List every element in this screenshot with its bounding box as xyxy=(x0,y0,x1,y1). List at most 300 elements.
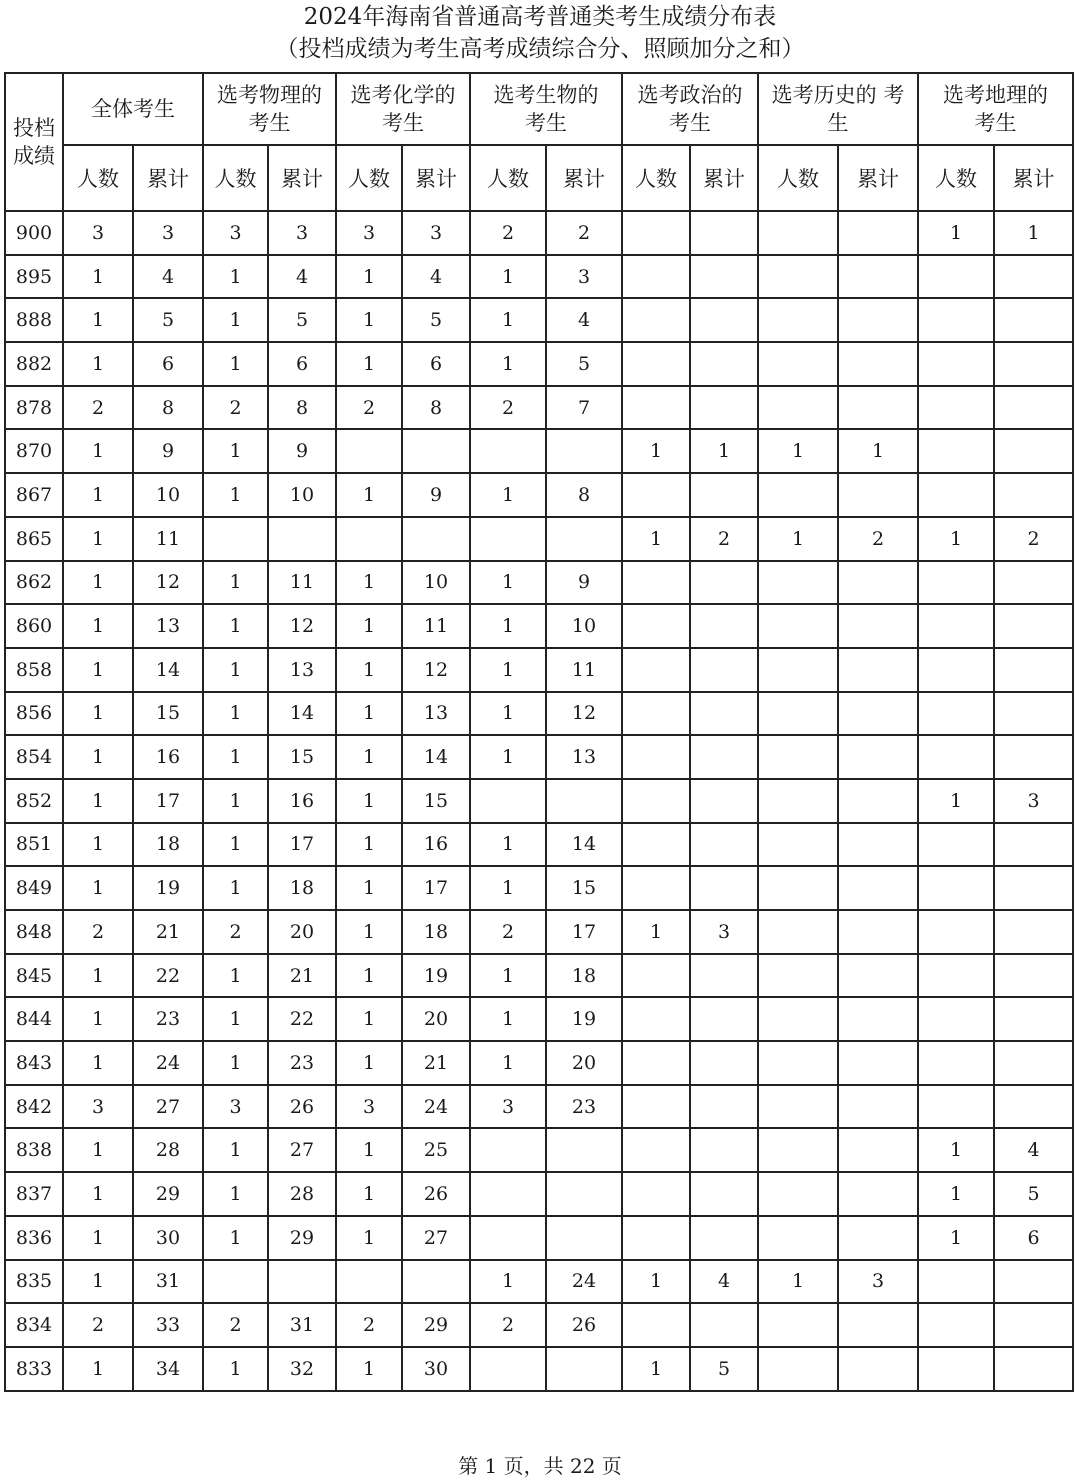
count-cell: 3 xyxy=(63,211,133,255)
count-cell xyxy=(622,823,690,867)
cumulative-cell xyxy=(546,1216,622,1260)
count-cell: 1 xyxy=(203,604,268,648)
cumulative-cell xyxy=(838,1128,918,1172)
count-cell xyxy=(622,1216,690,1260)
count-cell xyxy=(622,997,690,1041)
count-cell: 1 xyxy=(203,779,268,823)
count-cell xyxy=(918,1041,994,1085)
cumulative-cell: 26 xyxy=(268,1085,336,1129)
count-cell: 1 xyxy=(203,997,268,1041)
count-cell: 1 xyxy=(63,648,133,692)
cumulative-header: 累计 xyxy=(402,145,470,211)
count-cell xyxy=(918,1347,994,1391)
count-cell: 1 xyxy=(63,561,133,605)
count-cell xyxy=(918,823,994,867)
score-cell: 838 xyxy=(5,1128,63,1172)
cumulative-cell xyxy=(690,866,758,910)
count-cell: 1 xyxy=(758,429,838,473)
cumulative-cell: 16 xyxy=(402,823,470,867)
score-cell: 867 xyxy=(5,473,63,517)
count-cell: 1 xyxy=(203,866,268,910)
count-cell: 1 xyxy=(918,1216,994,1260)
cumulative-cell xyxy=(994,342,1073,386)
cumulative-cell xyxy=(994,298,1073,342)
cumulative-cell xyxy=(690,735,758,779)
cumulative-cell: 24 xyxy=(402,1085,470,1129)
table-row xyxy=(5,1303,1073,1347)
cumulative-cell: 15 xyxy=(268,735,336,779)
cumulative-cell xyxy=(838,954,918,998)
cumulative-cell: 20 xyxy=(268,910,336,954)
count-cell: 1 xyxy=(203,255,268,299)
cumulative-cell: 22 xyxy=(133,954,203,998)
cumulative-cell: 17 xyxy=(268,823,336,867)
count-cell xyxy=(336,429,402,473)
cumulative-cell xyxy=(838,298,918,342)
table-row xyxy=(5,604,1073,648)
count-cell xyxy=(622,954,690,998)
count-cell xyxy=(918,866,994,910)
cumulative-cell: 32 xyxy=(268,1347,336,1391)
count-cell: 1 xyxy=(336,648,402,692)
count-cell: 1 xyxy=(203,473,268,517)
cumulative-cell: 30 xyxy=(133,1216,203,1260)
count-cell xyxy=(918,1085,994,1129)
score-cell: 900 xyxy=(5,211,63,255)
count-cell: 1 xyxy=(336,1172,402,1216)
cumulative-cell: 11 xyxy=(402,604,470,648)
cumulative-cell xyxy=(402,1260,470,1304)
cumulative-cell xyxy=(268,1260,336,1304)
count-cell xyxy=(470,517,546,561)
count-cell: 1 xyxy=(63,255,133,299)
count-cell: 1 xyxy=(63,1347,133,1391)
count-cell: 1 xyxy=(203,954,268,998)
count-cell: 1 xyxy=(470,954,546,998)
count-cell: 1 xyxy=(336,604,402,648)
count-cell: 1 xyxy=(203,298,268,342)
group-header-physics: 选考物理的 考生 xyxy=(203,73,336,145)
count-cell: 1 xyxy=(203,342,268,386)
group-header-geography: 选考地理的 考生 xyxy=(918,73,1073,145)
cumulative-cell xyxy=(994,1260,1073,1304)
count-cell xyxy=(918,604,994,648)
count-cell: 1 xyxy=(203,1172,268,1216)
cumulative-cell: 12 xyxy=(133,561,203,605)
table-row xyxy=(5,298,1073,342)
count-cell xyxy=(758,211,838,255)
cumulative-cell: 19 xyxy=(402,954,470,998)
count-cell xyxy=(758,648,838,692)
cumulative-cell xyxy=(546,429,622,473)
table-row xyxy=(5,517,1073,561)
count-cell: 1 xyxy=(470,342,546,386)
cumulative-cell xyxy=(838,692,918,736)
cumulative-cell: 33 xyxy=(133,1303,203,1347)
count-cell: 1 xyxy=(470,255,546,299)
count-cell xyxy=(758,954,838,998)
cumulative-cell: 26 xyxy=(546,1303,622,1347)
cumulative-cell: 20 xyxy=(546,1041,622,1085)
count-header: 人数 xyxy=(758,145,838,211)
cumulative-cell xyxy=(838,866,918,910)
count-cell xyxy=(918,954,994,998)
cumulative-cell xyxy=(690,648,758,692)
table-row xyxy=(5,255,1073,299)
count-cell xyxy=(918,910,994,954)
cumulative-cell: 8 xyxy=(402,386,470,430)
count-cell xyxy=(622,1303,690,1347)
cumulative-cell: 16 xyxy=(133,735,203,779)
cumulative-cell: 5 xyxy=(133,298,203,342)
score-cell: 852 xyxy=(5,779,63,823)
count-cell xyxy=(470,1172,546,1216)
cumulative-cell xyxy=(838,997,918,1041)
cumulative-cell: 4 xyxy=(994,1128,1073,1172)
cumulative-cell xyxy=(994,1041,1073,1085)
count-cell: 1 xyxy=(63,823,133,867)
count-cell xyxy=(918,255,994,299)
count-cell: 1 xyxy=(63,692,133,736)
group-header-history: 选考历史的 考 生 xyxy=(758,73,918,145)
cumulative-header: 累计 xyxy=(838,145,918,211)
count-cell xyxy=(622,692,690,736)
cumulative-cell: 4 xyxy=(546,298,622,342)
count-cell xyxy=(918,298,994,342)
count-cell: 3 xyxy=(336,1085,402,1129)
count-cell: 1 xyxy=(336,692,402,736)
count-cell xyxy=(758,1216,838,1260)
cumulative-cell: 8 xyxy=(133,386,203,430)
cumulative-cell xyxy=(690,211,758,255)
count-cell xyxy=(758,692,838,736)
cumulative-cell: 1 xyxy=(994,211,1073,255)
count-cell xyxy=(918,997,994,1041)
count-cell xyxy=(622,1172,690,1216)
count-cell: 1 xyxy=(758,1260,838,1304)
count-cell: 1 xyxy=(918,779,994,823)
cumulative-cell: 21 xyxy=(268,954,336,998)
cumulative-cell xyxy=(838,1172,918,1216)
count-cell xyxy=(622,211,690,255)
cumulative-cell xyxy=(994,954,1073,998)
cumulative-cell: 3 xyxy=(133,211,203,255)
cumulative-cell xyxy=(838,255,918,299)
count-cell: 1 xyxy=(63,866,133,910)
cumulative-cell: 23 xyxy=(133,997,203,1041)
cumulative-cell xyxy=(838,1347,918,1391)
cumulative-cell: 1 xyxy=(690,429,758,473)
cumulative-cell: 23 xyxy=(268,1041,336,1085)
score-cell: 835 xyxy=(5,1260,63,1304)
cumulative-cell: 14 xyxy=(402,735,470,779)
cumulative-cell: 17 xyxy=(402,866,470,910)
count-header: 人数 xyxy=(63,145,133,211)
cumulative-cell: 27 xyxy=(133,1085,203,1129)
cumulative-cell: 5 xyxy=(402,298,470,342)
count-cell xyxy=(470,429,546,473)
cumulative-cell xyxy=(838,342,918,386)
table-row xyxy=(5,692,1073,736)
count-cell xyxy=(470,1128,546,1172)
count-cell: 1 xyxy=(336,997,402,1041)
cumulative-cell: 10 xyxy=(546,604,622,648)
cumulative-cell xyxy=(838,648,918,692)
count-cell xyxy=(758,561,838,605)
cumulative-cell: 28 xyxy=(133,1128,203,1172)
score-cell: 842 xyxy=(5,1085,63,1129)
count-cell xyxy=(918,473,994,517)
score-cell: 858 xyxy=(5,648,63,692)
cumulative-cell xyxy=(994,735,1073,779)
count-cell xyxy=(918,648,994,692)
cumulative-cell: 12 xyxy=(402,648,470,692)
score-cell: 843 xyxy=(5,1041,63,1085)
table-row xyxy=(5,1128,1073,1172)
count-cell: 2 xyxy=(63,386,133,430)
count-cell: 1 xyxy=(203,1128,268,1172)
cumulative-cell xyxy=(690,1128,758,1172)
count-cell: 1 xyxy=(470,473,546,517)
count-header: 人数 xyxy=(622,145,690,211)
cumulative-cell xyxy=(690,1216,758,1260)
page-subtitle: （投档成绩为考生高考成绩综合分、照顾加分之和） xyxy=(275,36,805,62)
score-cell: 845 xyxy=(5,954,63,998)
cumulative-cell xyxy=(994,823,1073,867)
count-cell xyxy=(622,1041,690,1085)
score-cell: 882 xyxy=(5,342,63,386)
cumulative-cell: 6 xyxy=(133,342,203,386)
cumulative-cell: 19 xyxy=(546,997,622,1041)
count-cell: 1 xyxy=(336,910,402,954)
cumulative-cell: 28 xyxy=(268,1172,336,1216)
cumulative-cell xyxy=(690,386,758,430)
cumulative-cell xyxy=(690,255,758,299)
cumulative-cell: 3 xyxy=(838,1260,918,1304)
count-cell: 3 xyxy=(63,1085,133,1129)
count-cell xyxy=(758,1128,838,1172)
cumulative-cell: 5 xyxy=(268,298,336,342)
table-row xyxy=(5,429,1073,473)
cumulative-cell xyxy=(994,1085,1073,1129)
cumulative-cell: 25 xyxy=(402,1128,470,1172)
count-cell xyxy=(758,298,838,342)
count-cell: 2 xyxy=(470,386,546,430)
count-header: 人数 xyxy=(470,145,546,211)
cumulative-cell: 18 xyxy=(546,954,622,998)
count-cell xyxy=(758,823,838,867)
cumulative-cell xyxy=(994,692,1073,736)
count-cell xyxy=(758,1172,838,1216)
score-cell: 834 xyxy=(5,1303,63,1347)
cumulative-cell xyxy=(994,561,1073,605)
count-cell: 1 xyxy=(336,255,402,299)
count-cell xyxy=(758,1041,838,1085)
count-cell: 1 xyxy=(918,211,994,255)
count-cell xyxy=(758,255,838,299)
count-cell xyxy=(758,342,838,386)
count-cell: 1 xyxy=(622,429,690,473)
count-cell xyxy=(758,1347,838,1391)
count-cell: 1 xyxy=(203,561,268,605)
cumulative-cell xyxy=(838,386,918,430)
cumulative-cell: 30 xyxy=(402,1347,470,1391)
cumulative-cell: 12 xyxy=(546,692,622,736)
cumulative-cell xyxy=(838,823,918,867)
cumulative-cell: 15 xyxy=(133,692,203,736)
count-cell: 1 xyxy=(758,517,838,561)
score-header: 投档 成绩 xyxy=(5,73,63,211)
cumulative-cell xyxy=(690,1303,758,1347)
cumulative-cell: 2 xyxy=(546,211,622,255)
cumulative-cell xyxy=(690,1172,758,1216)
cumulative-cell: 17 xyxy=(546,910,622,954)
count-cell: 1 xyxy=(63,429,133,473)
group-header-chemistry: 选考化学的 考生 xyxy=(336,73,470,145)
score-cell: 862 xyxy=(5,561,63,605)
count-cell: 1 xyxy=(63,1128,133,1172)
cumulative-cell: 6 xyxy=(402,342,470,386)
count-cell: 1 xyxy=(63,342,133,386)
cumulative-cell: 6 xyxy=(994,1216,1073,1260)
count-cell: 1 xyxy=(622,910,690,954)
count-cell: 1 xyxy=(63,1041,133,1085)
cumulative-cell: 17 xyxy=(133,779,203,823)
count-cell: 1 xyxy=(470,866,546,910)
count-cell: 2 xyxy=(336,1303,402,1347)
cumulative-cell xyxy=(994,997,1073,1041)
cumulative-cell: 3 xyxy=(994,779,1073,823)
table-row xyxy=(5,866,1073,910)
cumulative-cell xyxy=(838,910,918,954)
count-cell: 1 xyxy=(918,1172,994,1216)
cumulative-cell: 11 xyxy=(268,561,336,605)
cumulative-cell xyxy=(838,1041,918,1085)
count-cell xyxy=(203,1260,268,1304)
count-cell xyxy=(470,779,546,823)
cumulative-cell: 14 xyxy=(268,692,336,736)
count-cell: 1 xyxy=(63,735,133,779)
cumulative-cell: 10 xyxy=(133,473,203,517)
count-cell: 3 xyxy=(336,211,402,255)
cumulative-cell xyxy=(994,255,1073,299)
count-cell: 1 xyxy=(622,1347,690,1391)
cumulative-cell: 19 xyxy=(133,866,203,910)
count-cell xyxy=(918,386,994,430)
group-header-all: 全体考生 xyxy=(63,73,203,145)
count-cell: 1 xyxy=(336,342,402,386)
cumulative-cell xyxy=(546,1347,622,1391)
count-cell: 3 xyxy=(203,211,268,255)
cumulative-cell: 29 xyxy=(402,1303,470,1347)
cumulative-cell: 10 xyxy=(402,561,470,605)
count-cell xyxy=(918,561,994,605)
table-row xyxy=(5,997,1073,1041)
count-cell xyxy=(758,735,838,779)
score-cell: 833 xyxy=(5,1347,63,1391)
cumulative-cell: 8 xyxy=(546,473,622,517)
count-cell xyxy=(918,1303,994,1347)
cumulative-cell: 13 xyxy=(268,648,336,692)
cumulative-cell: 9 xyxy=(268,429,336,473)
table-row xyxy=(5,1216,1073,1260)
cumulative-cell: 2 xyxy=(690,517,758,561)
table-row xyxy=(5,386,1073,430)
cumulative-cell xyxy=(994,866,1073,910)
table-row xyxy=(5,1085,1073,1129)
count-header: 人数 xyxy=(336,145,402,211)
cumulative-cell: 18 xyxy=(268,866,336,910)
cumulative-cell: 24 xyxy=(546,1260,622,1304)
table-row xyxy=(5,211,1073,255)
cumulative-cell: 13 xyxy=(133,604,203,648)
count-cell xyxy=(758,473,838,517)
cumulative-cell: 9 xyxy=(546,561,622,605)
count-header: 人数 xyxy=(203,145,268,211)
cumulative-cell: 13 xyxy=(546,735,622,779)
cumulative-cell: 11 xyxy=(546,648,622,692)
cumulative-cell xyxy=(402,429,470,473)
cumulative-cell xyxy=(546,517,622,561)
cumulative-cell xyxy=(994,1303,1073,1347)
table-row xyxy=(5,1172,1073,1216)
count-cell xyxy=(622,779,690,823)
cumulative-cell: 3 xyxy=(268,211,336,255)
cumulative-cell: 34 xyxy=(133,1347,203,1391)
count-cell: 1 xyxy=(63,779,133,823)
cumulative-cell xyxy=(994,429,1073,473)
count-cell: 1 xyxy=(203,692,268,736)
table-row xyxy=(5,779,1073,823)
cumulative-header: 累计 xyxy=(268,145,336,211)
count-cell xyxy=(622,604,690,648)
count-cell: 1 xyxy=(336,298,402,342)
count-cell: 2 xyxy=(470,211,546,255)
count-cell: 1 xyxy=(63,954,133,998)
cumulative-cell xyxy=(994,910,1073,954)
count-cell: 1 xyxy=(336,954,402,998)
cumulative-header: 累计 xyxy=(994,145,1073,211)
count-cell: 1 xyxy=(336,823,402,867)
cumulative-header: 累计 xyxy=(546,145,622,211)
cumulative-cell: 7 xyxy=(546,386,622,430)
count-cell: 3 xyxy=(470,1085,546,1129)
count-cell xyxy=(758,910,838,954)
table-row xyxy=(5,342,1073,386)
count-cell xyxy=(622,1085,690,1129)
cumulative-cell xyxy=(690,997,758,1041)
cumulative-cell xyxy=(838,779,918,823)
cumulative-cell: 29 xyxy=(133,1172,203,1216)
count-cell: 1 xyxy=(203,735,268,779)
cumulative-cell: 11 xyxy=(133,517,203,561)
cumulative-cell xyxy=(402,517,470,561)
count-cell: 3 xyxy=(203,1085,268,1129)
count-cell: 1 xyxy=(203,823,268,867)
cumulative-cell: 4 xyxy=(402,255,470,299)
count-cell: 1 xyxy=(470,604,546,648)
count-cell: 1 xyxy=(63,517,133,561)
cumulative-cell: 3 xyxy=(402,211,470,255)
cumulative-cell xyxy=(838,604,918,648)
cumulative-cell xyxy=(546,1172,622,1216)
cumulative-cell xyxy=(838,1303,918,1347)
count-cell xyxy=(918,429,994,473)
score-distribution-table xyxy=(4,72,1074,1392)
count-cell xyxy=(758,866,838,910)
count-cell: 1 xyxy=(203,429,268,473)
cumulative-cell: 14 xyxy=(546,823,622,867)
